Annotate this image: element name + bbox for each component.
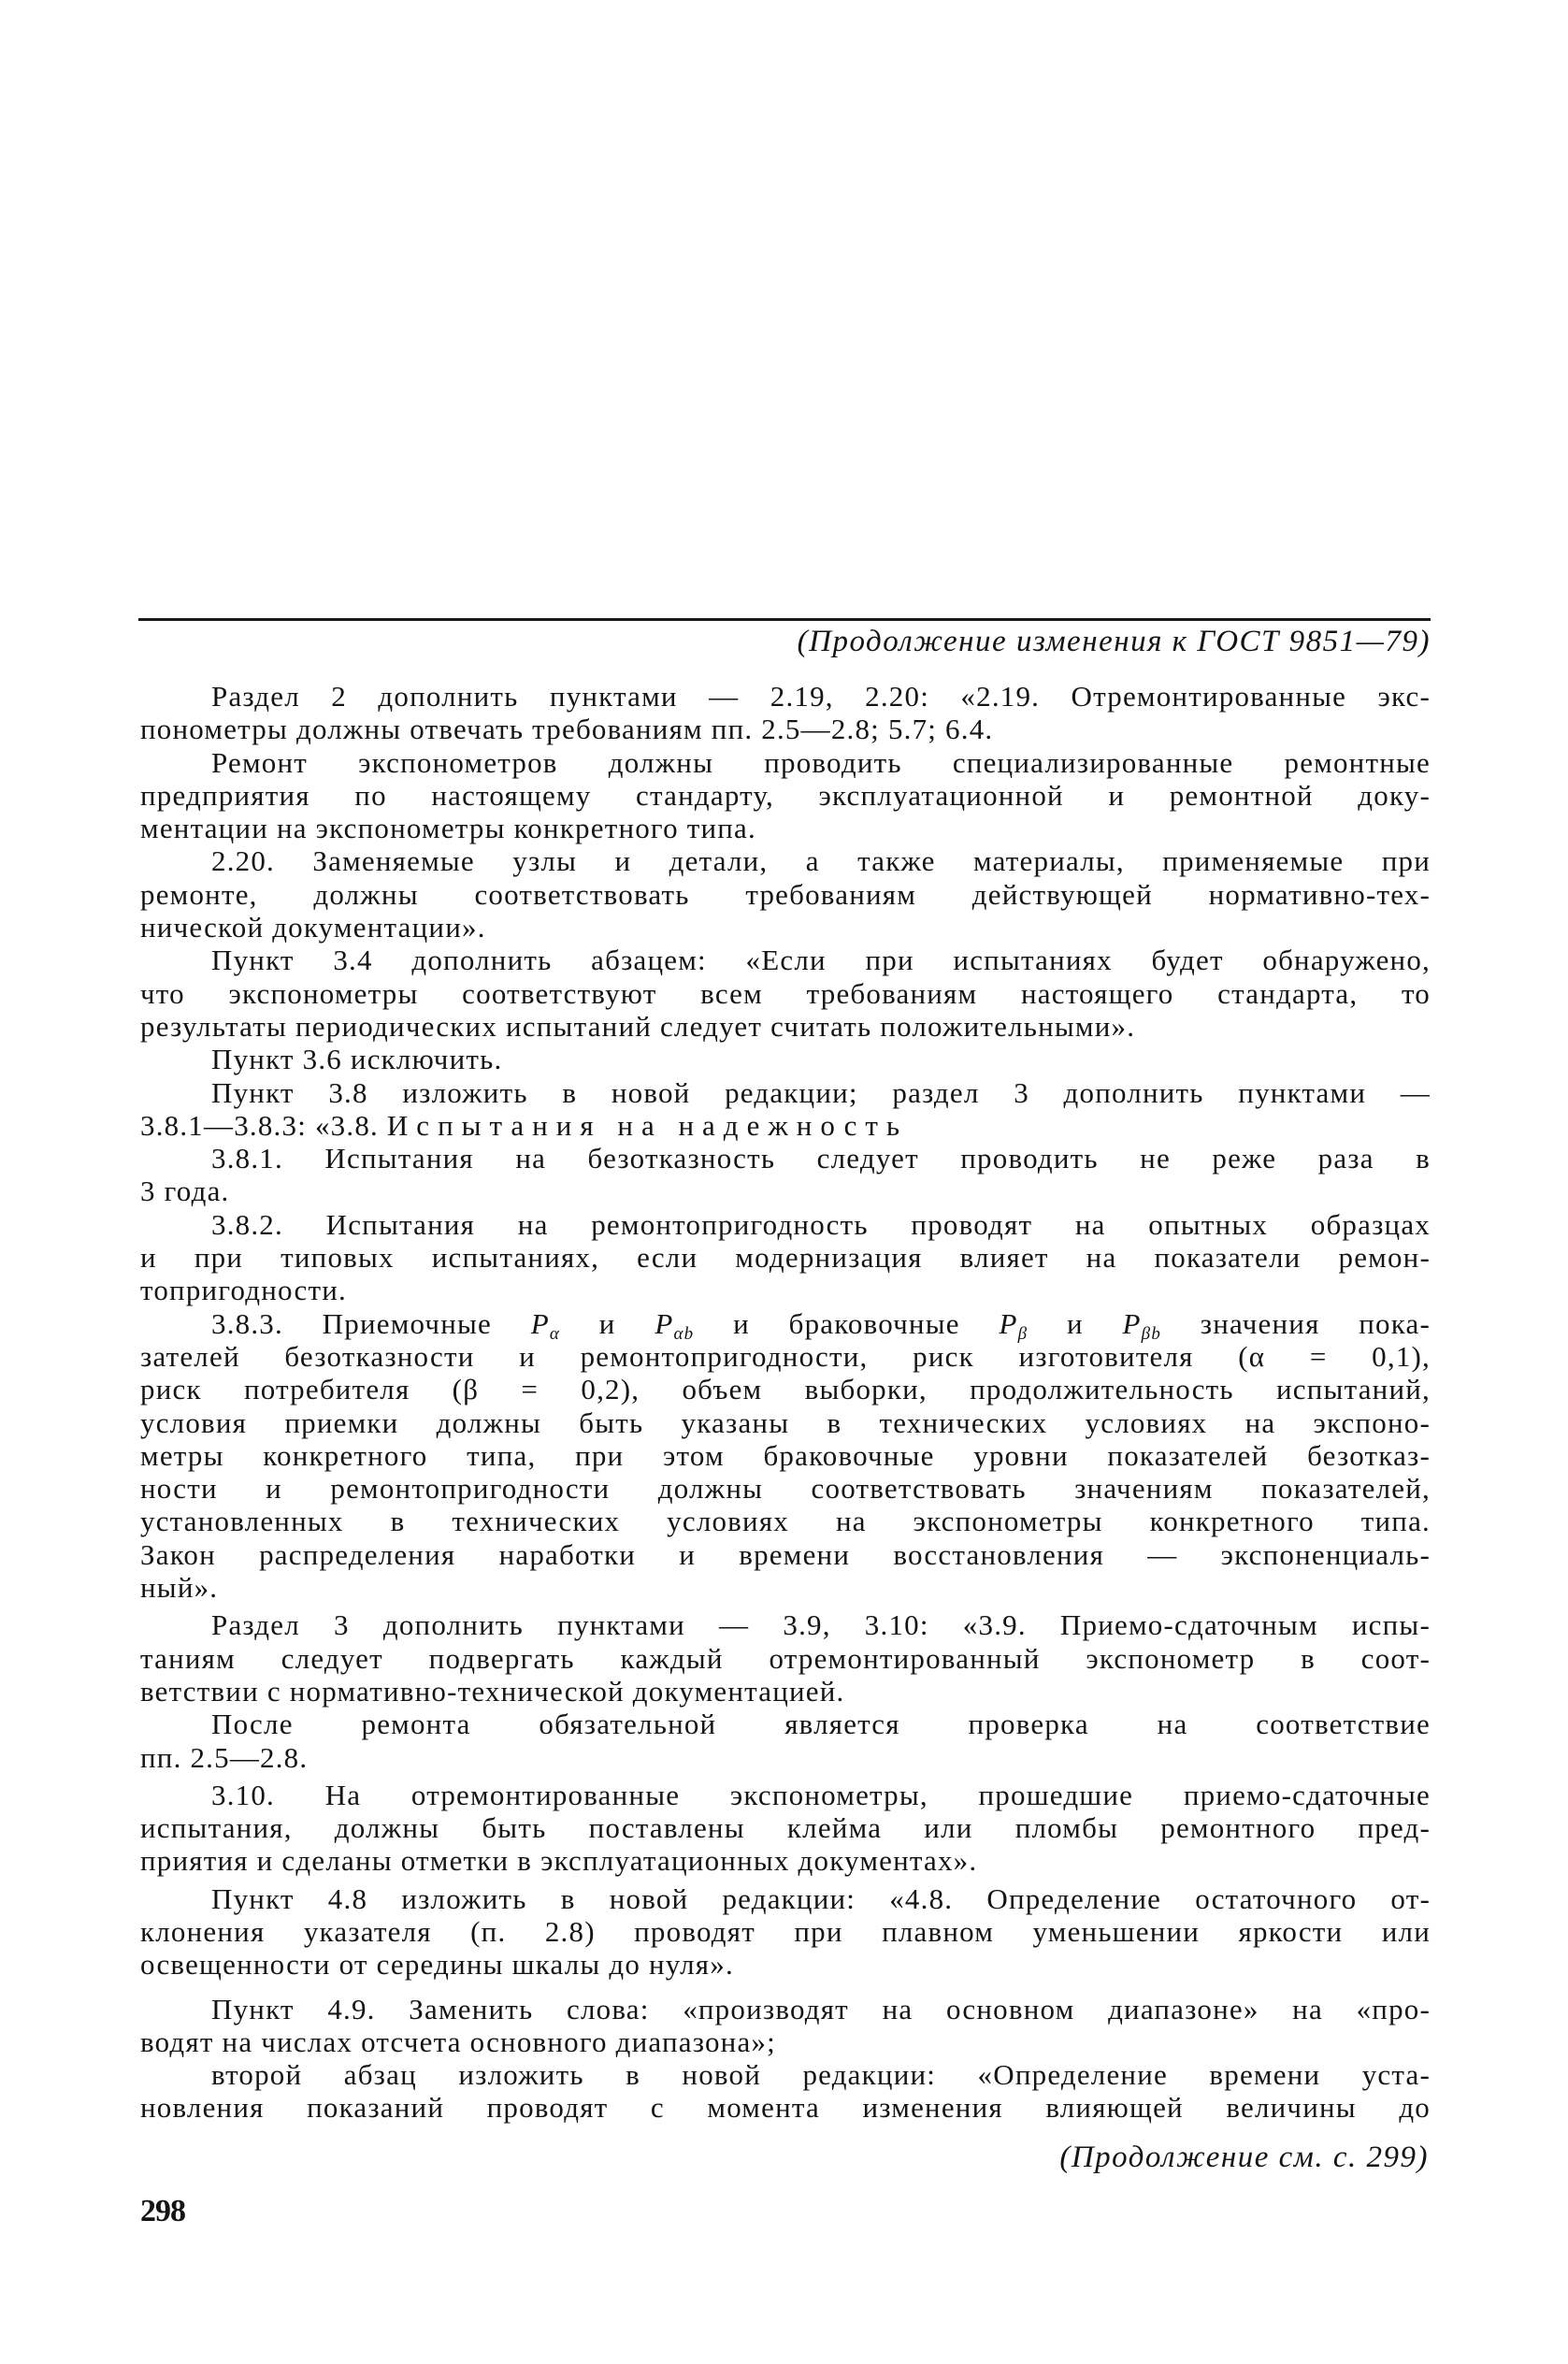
page-number: 298	[140, 2194, 185, 2228]
running-head: (Продолжение изменения к ГОСТ 9851—79)	[797, 625, 1431, 658]
text-line: риск потребителя (β = 0,2), объем выборки, продолжительность испытаний,	[140, 1373, 1431, 1406]
text-fragment: и	[1067, 1306, 1084, 1340]
text-line: второй абзац изложить в новой редакции: «Определение времени уста-	[211, 2058, 1431, 2092]
text-line: ный».	[140, 1571, 219, 1605]
text-line: Пункт 4.9. Заменить слова: «производят на основном диапазоне» на «про-	[211, 1992, 1431, 2025]
symbol-p-alpha-b: $P_{\alpha b}$	[655, 1306, 695, 1344]
text-line: и при типовых испытаниях, если модернизация влияет на показатели ремон-	[140, 1241, 1431, 1275]
text-fragment: значения пока-	[1200, 1306, 1431, 1340]
text-line: водят на числах отсчета основного диапазона»;	[140, 2025, 776, 2058]
text-line: топригодности.	[140, 1274, 347, 1307]
text-line: испытания, должны быть поставлены клейма или пломбы ремонтного пред-	[140, 1811, 1431, 1845]
text-line: Закон распределения наработки и времени восстановления — экспоненциаль-	[140, 1537, 1431, 1571]
text-fragment: 3.8.3. Приемочные	[211, 1306, 492, 1340]
text-line: 3.10. На отремонтированные экспонометры, прошедшие приемо-сдаточные	[211, 1778, 1431, 1811]
text-line: приятия и сделаны отметки в эксплуатационных документах».	[140, 1844, 978, 1878]
section-title-spaced: Испытания на надежность	[386, 1108, 909, 1142]
text-line: предприятия по настоящему стандарту, эксплуатационной и ремонтной доку-	[140, 778, 1431, 812]
text-line: новления показаний проводят с момента изменения влияющей величины до	[140, 2091, 1431, 2125]
text-fragment: 3.8.1—3.8.3: «3.8.	[140, 1108, 387, 1142]
text-line: ветствии с нормативно-технической документацией.	[140, 1674, 845, 1708]
text-line: Пункт 3.6 исключить.	[211, 1043, 503, 1076]
text-line: метры конкретного типа, при этом браковочные уровни показателей безотказ-	[140, 1438, 1431, 1472]
text-line-formula	[140, 1306, 1431, 1344]
text-line: ремонте, должны соответствовать требованиям действующей нормативно-тех-	[140, 877, 1431, 911]
text-line: Пункт 4.8 изложить в новой редакции: «4.8. Определение остаточного от-	[211, 1881, 1431, 1915]
text-line: результаты периодических испытаний следует считать положительными».	[140, 1009, 1136, 1043]
symbol-p-beta-b: $P_{\beta b}$	[1122, 1306, 1162, 1344]
text-line: пп. 2.5—2.8.	[140, 1740, 309, 1774]
text-line: клонения указателя (п. 2.8) проводят при плавном уменьшении яркости или	[140, 1914, 1431, 1948]
symbol-p-beta: $P_\beta$	[999, 1306, 1029, 1344]
text-fragment: и	[598, 1306, 616, 1340]
text-line: ментации на экспонометры конкретного типа.	[140, 812, 756, 845]
text-line: Раздел 2 дополнить пунктами — 2.19, 2.20: «2.19. Отремонтированные экс-	[211, 680, 1431, 713]
text-line: 3.8.2. Испытания на ремонтопригодность проводят на опытных образцах	[211, 1207, 1431, 1241]
text-line: Раздел 3 дополнить пунктами — 3.9, 3.10: «3.9. Приемо-сдаточным испы-	[211, 1608, 1431, 1642]
text-line: понометры должны отвечать требованиям пп. 2.5—2.8; 5.7; 6.4.	[140, 713, 994, 746]
header-rule	[138, 618, 1431, 621]
text-line: условия приемки должны быть указаны в технических условиях на экспоно-	[140, 1405, 1431, 1439]
text-line: Пункт 3.8 изложить в новой редакции; раздел 3 дополнить пунктами —	[211, 1075, 1431, 1109]
text-line: зателей безотказности и ремонтопригодности, риск изготовителя (α = 0,1),	[140, 1339, 1431, 1373]
text-line: освещенности от середины шкалы до нуля».	[140, 1948, 734, 1982]
text-line: нической документации».	[140, 911, 486, 944]
text-line: Ремонт экспонометров должны проводить специализированные ремонтные	[211, 745, 1431, 779]
symbol-p-alpha: $P_\alpha$	[530, 1306, 561, 1344]
text-line: Пункт 3.4 дополнить абзацем: «Если при испытаниях будет обнаружено,	[211, 944, 1431, 977]
text-fragment: и браковочные	[733, 1306, 960, 1340]
text-line: 3 года.	[140, 1175, 230, 1208]
text-line: таниям следует подвергать каждый отремонтированный экспонометр в соот-	[140, 1641, 1431, 1675]
document-body	[140, 680, 1431, 2125]
text-line: установленных в технических условиях на экспонометры конкретного типа.	[140, 1505, 1431, 1538]
text-line: После ремонта обязательной является проверка на соответствие	[211, 1708, 1431, 1741]
text-line: ности и ремонтопригодности должны соответствовать значениям показателей,	[140, 1472, 1431, 1506]
text-line: что экспонометры соответствуют всем требованиям настоящего стандарта, то	[140, 976, 1431, 1010]
text-line	[140, 1109, 1431, 1142]
continuation-note: (Продолжение см. с. 299)	[1059, 2141, 1429, 2174]
text-line: 2.20. Заменяемые узлы и детали, а также материалы, применяемые при	[211, 844, 1431, 878]
text-line: 3.8.1. Испытания на безотказность следует проводить не реже раза в	[211, 1142, 1431, 1175]
